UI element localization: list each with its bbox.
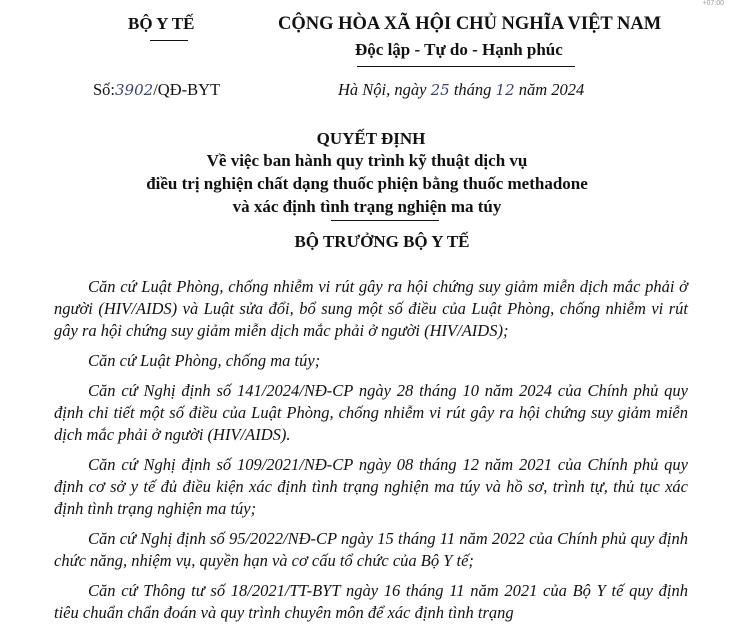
timezone-mark: +07:00 [702, 0, 724, 7]
agency-underline [150, 40, 188, 41]
reference-row [0, 80, 734, 104]
month-handwritten: 12 [495, 81, 515, 99]
legal-basis-paragraph: Căn cứ Nghị định số 95/2022/NĐ-CP ngày 15 tháng 11 năm 2022 của Chính phủ quy định chức năng, nhiệm vụ, quyền hạn và cơ cấu tổ chức của Bộ Y tế; [54, 529, 688, 570]
national-title: CỘNG HÒA XÃ HỘI CHỦ NGHĨA VIỆT NAM [278, 14, 662, 34]
legal-basis-paragraph: Căn cứ Nghị định số 109/2021/NĐ-CP ngày 08 tháng 12 năm 2021 của Chính phủ quy định cơ sở y tế đủ điều kiện xác định tình trạng nghiện ma túy và hồ sơ, trình tự, thủ tục xác định tình trạng nghiện ma túy; [54, 455, 688, 518]
decision-number [93, 80, 220, 100]
national-motto: Độc lập - Tự do - Hạnh phúc [355, 40, 563, 59]
number-prefix: Số: [93, 80, 116, 99]
document-type: QUYẾT ĐỊNH [316, 129, 426, 148]
issuing-agency: BỘ Y TẾ [128, 14, 195, 33]
document-body [54, 276, 688, 632]
title-block [0, 128, 734, 221]
legal-basis-paragraph: Căn cứ Luật Phòng, chống ma túy; [88, 351, 321, 370]
day-handwritten: 25 [430, 81, 450, 99]
subject-underline [331, 220, 439, 221]
issue-date [338, 80, 584, 100]
legal-basis-paragraph: Căn cứ Nghị định số 141/2024/NĐ-CP ngày 28 tháng 10 năm 2024 của Chính phủ quy định chi tiết một số điều của Luật Phòng, chống nhiễm vi rút gây ra hội chứng suy giảm miễn dịch mắc phải ở người (HIV/AIDS). [54, 381, 688, 444]
legal-basis-paragraph: Căn cứ Thông tư số 18/2021/TT-BYT ngày 16 tháng 11 năm 2021 của Bộ Y tế quy định tiêu chuẩn chẩn đoán và quy trình chuyên môn để xác định tình trạng [54, 581, 688, 622]
subject-line-1: Về việc ban hành quy trình kỹ thuật dịch vụ [206, 151, 528, 170]
subject-line-3: và xác định tình trạng nghiện ma túy [232, 197, 502, 216]
subject-line-2: điều trị nghiện chất dạng thuốc phiện bằng thuốc methadone [146, 174, 588, 193]
legal-basis-paragraph: Căn cứ Luật Phòng, chống nhiễm vi rút gây ra hội chứng suy giảm miễn dịch mắc phải ở người (HIV/AIDS) và Luật sửa đổi, bổ sung một số điều của Luật Phòng, chống nhiễm vi rút gây ra hội chứng suy giảm miễn dịch mắc phải ở người (HIV/AIDS); [54, 277, 688, 340]
number-suffix: /QĐ-BYT [153, 80, 221, 99]
issuer-title: BỘ TRƯỞNG BỘ Y TẾ [294, 232, 470, 251]
motto-underline [357, 66, 575, 67]
number-handwritten: 3902 [115, 81, 154, 99]
date-prefix: Hà Nội, ngày [338, 80, 427, 99]
year-label: năm 2024 [518, 80, 585, 99]
document-header [0, 14, 734, 74]
month-label: tháng [453, 80, 492, 99]
